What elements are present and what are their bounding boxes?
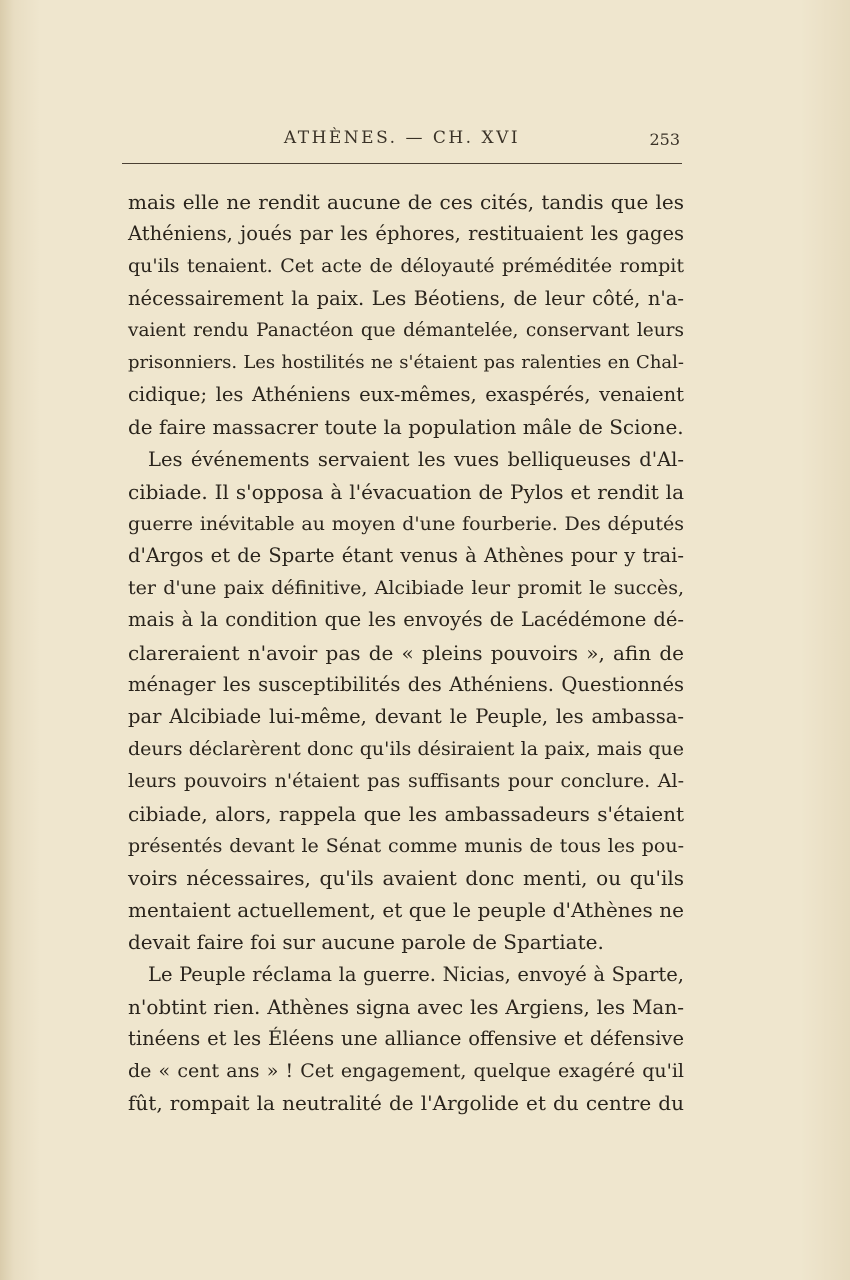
text-line: cibiade. Il s'opposa à l'évacuation de Pylos et rendit la (128, 479, 684, 504)
running-head: ATHÈNES. — CH. XVI (283, 128, 521, 148)
text-line: ménager les susceptibilités des Athéniens. Questionnés (128, 672, 684, 696)
text-line: deurs déclarèrent donc qu'ils désiraient la paix, mais que (128, 738, 684, 761)
text-line: fût, rompait la neutralité de l'Argolide et du centre du (128, 1091, 684, 1116)
text-line: devait faire foi sur aucune parole de Spartiate. (128, 930, 604, 955)
text-line: nécessairement la paix. Les Béotiens, de leur côté, n'a- (128, 286, 684, 310)
text-line: voirs nécessaires, qu'ils avaient donc menti, ou qu'ils (128, 865, 684, 890)
text-line: Athéniens, joués par les éphores, restituaient les gages (128, 222, 684, 246)
text-line: ter d'une paix définitive, Alcibiade leur promit le succès, (128, 577, 684, 600)
text-line: n'obtint rien. Athènes signa avec les Argiens, les Man- (128, 994, 684, 1019)
text-line: guerre inévitable au moyen d'une fourberie. Des députés (128, 512, 684, 535)
text-line: de « cent ans » ! Cet engagement, quelque exagéré qu'il (128, 1060, 684, 1083)
text-line: cibiade, alors, rappela que les ambassadeurs s'étaient (128, 801, 684, 826)
text-line: vaient rendu Panactéon que démantelée, conservant leurs (128, 319, 684, 341)
text-line: présentés devant le Sénat comme munis de tous les pou- (128, 834, 684, 857)
text-line: cidique; les Athéniens eux-mêmes, exaspérés, venaient (128, 383, 684, 407)
text-line: prisonniers. Les hostilités ne s'étaient pas ralenties en Chal- (128, 351, 684, 373)
header-rule (122, 163, 682, 164)
body-text (128, 186, 684, 1119)
text-line: mais elle ne rendit aucune de ces cités, tandis que les (128, 190, 684, 214)
text-line: d'Argos et de Sparte étant venus à Athènes pour y trai- (128, 544, 684, 568)
page-header (122, 128, 682, 154)
text-line: qu'ils tenaient. Cet acte de déloyauté préméditée rompit (128, 255, 684, 278)
text-line: clareraient n'avoir pas de « pleins pouvoirs », afin de (128, 640, 684, 665)
page-number: 253 (649, 130, 680, 149)
text-line: leurs pouvoirs n'étaient pas suffisants pour conclure. Al- (128, 770, 684, 793)
text-line: de faire massacrer toute la population mâle de Scione. (128, 415, 684, 440)
text-line: par Alcibiade lui-même, devant le Peuple, les ambassa- (128, 705, 684, 728)
text-line: tinéens et les Éléens une alliance offensive et défensive (128, 1026, 684, 1050)
text-line: Les événements servaient les vues belliqueuses d'Al- (148, 447, 684, 471)
text-line: mentaient actuellement, et que le peuple d'Athènes ne (128, 898, 684, 923)
text-line: mais à la condition que les envoyés de Lacédémone dé- (128, 608, 684, 632)
text-line: Le Peuple réclama la guerre. Nicias, envoyé à Sparte, (148, 962, 684, 986)
